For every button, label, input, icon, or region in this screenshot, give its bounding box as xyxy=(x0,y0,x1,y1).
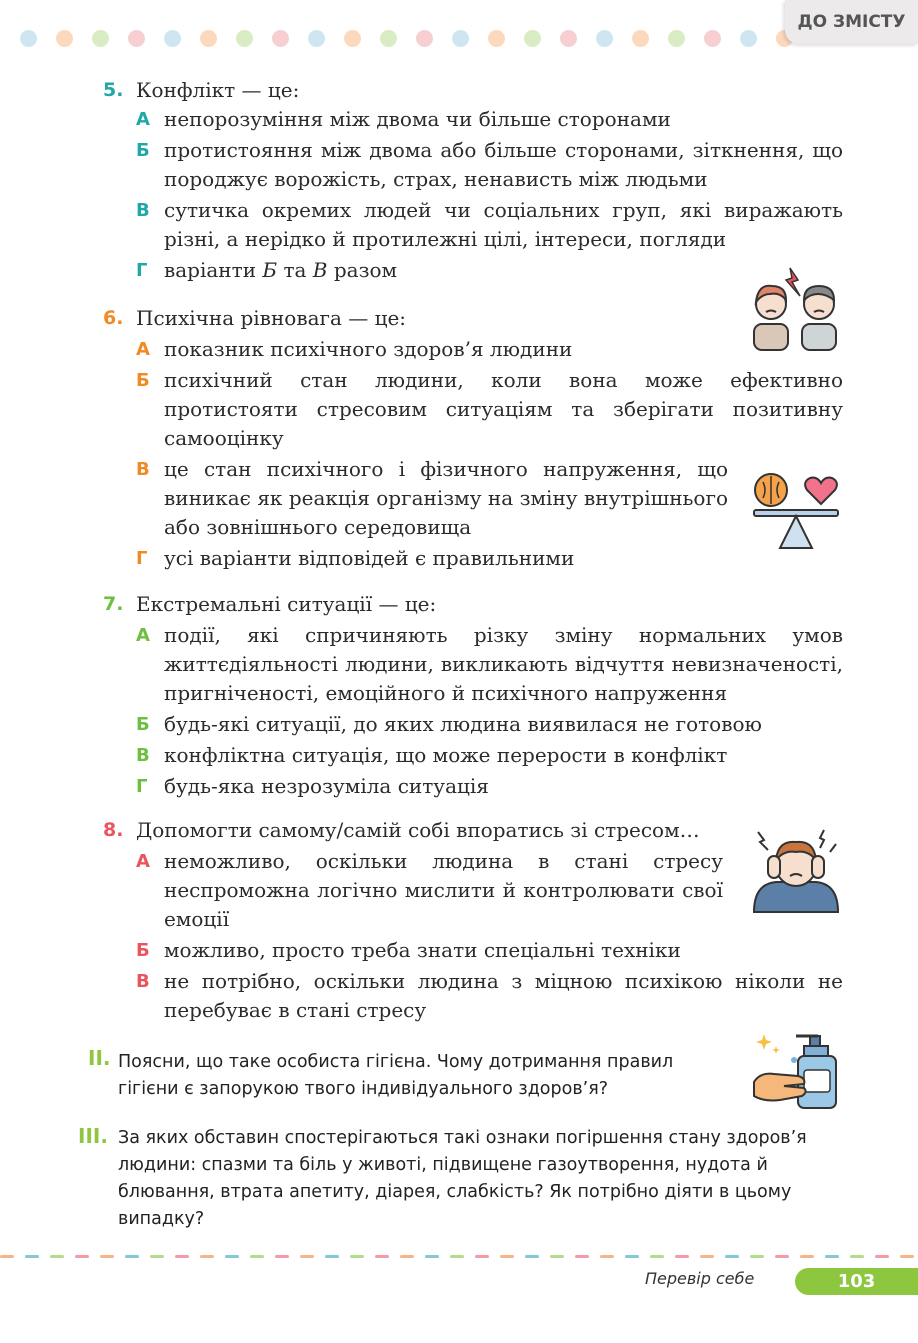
option-c xyxy=(136,455,728,542)
decorative-dot xyxy=(200,30,217,47)
decorative-dot xyxy=(704,30,721,47)
decorative-dot xyxy=(236,30,253,47)
question-8 xyxy=(103,816,843,1025)
option-letter: А xyxy=(136,339,150,360)
option-text: будь-яка незрозуміла ситуація xyxy=(164,774,489,798)
option-text-mid: та xyxy=(277,258,313,282)
toc-button[interactable]: ДО ЗМІСТУ xyxy=(785,0,918,44)
task-3-text: За яких обставин спостерігаються такі ознаки погіршення стану здоров’я людини: спазми та біль у животі, підвищене газоутворення, нудота й блювання, втрата апетиту, діарея, слабкість? Як потрібно діяти в цьому випадку? xyxy=(118,1128,807,1229)
decorative-dot xyxy=(632,30,649,47)
decorative-dash xyxy=(125,1255,139,1258)
decorative-dot xyxy=(92,30,109,47)
option-letter: А xyxy=(136,625,150,646)
page-number: 103 xyxy=(795,1268,918,1295)
decorative-dash xyxy=(550,1255,564,1258)
decorative-dash xyxy=(100,1255,114,1258)
decorative-dot xyxy=(560,30,577,47)
option-b xyxy=(136,936,843,965)
option-a xyxy=(136,621,843,708)
option-text: події, які спричиняють різку зміну нормальних умов життєдіяльності людини, викликають відчуття невизначеності, пригніченості, емоційного й психічного напруження xyxy=(164,623,843,705)
decorative-dash xyxy=(500,1255,514,1258)
option-letter: А xyxy=(136,109,150,130)
stressed-person-icon xyxy=(750,826,842,916)
option-a xyxy=(136,847,723,934)
option-a xyxy=(136,335,843,364)
decorative-dash xyxy=(50,1255,64,1258)
decorative-dash xyxy=(75,1255,89,1258)
question-6 xyxy=(103,304,843,573)
decorative-dot xyxy=(164,30,181,47)
decorative-dot xyxy=(56,30,73,47)
option-d xyxy=(136,256,843,285)
option-text-pre: варіанти xyxy=(164,258,263,282)
decorative-dot xyxy=(128,30,145,47)
option-letter: Б xyxy=(136,940,150,961)
option-text: будь-які ситуації, до яких людина виявилася не готовою xyxy=(164,712,762,736)
task-numeral: III. xyxy=(78,1124,108,1148)
conflict-people-icon xyxy=(750,266,840,352)
option-d xyxy=(136,772,843,801)
decorative-dash xyxy=(850,1255,864,1258)
option-c xyxy=(136,741,843,770)
decorative-dot xyxy=(308,30,325,47)
option-em-2: В xyxy=(312,258,328,282)
decorative-dot xyxy=(668,30,685,47)
option-letter: В xyxy=(136,459,150,480)
decorative-dot xyxy=(344,30,361,47)
decorative-dash xyxy=(450,1255,464,1258)
decorative-dash xyxy=(900,1255,914,1258)
question-text: Конфлікт — це: xyxy=(136,78,300,102)
decorative-dash xyxy=(400,1255,414,1258)
decorative-dash xyxy=(175,1255,189,1258)
decorative-dash xyxy=(525,1255,539,1258)
decorative-dash xyxy=(375,1255,389,1258)
option-c xyxy=(136,967,843,1025)
option-text: непорозуміння між двома чи більше сторонами xyxy=(164,107,671,131)
option-text: протистояння між двома або більше сторонами, зіткнення, що породжує ворожість, страх, ненависть між людьми xyxy=(164,138,843,191)
decorative-dash xyxy=(225,1255,239,1258)
option-text: сутичка окремих людей чи соціальних груп, які виражають різні, а нерідко й протилежні цілі, інтереси, погляди xyxy=(164,198,843,251)
option-c xyxy=(136,196,843,254)
question-number: 6. xyxy=(103,307,124,329)
option-text: можливо, просто треба знати спеціальні техніки xyxy=(164,938,681,962)
option-letter: В xyxy=(136,200,150,221)
option-b xyxy=(136,366,843,453)
decorative-dot xyxy=(596,30,613,47)
option-letter: Г xyxy=(136,776,148,797)
decorative-dash xyxy=(725,1255,739,1258)
decorative-dash xyxy=(600,1255,614,1258)
option-letter: Г xyxy=(136,548,148,569)
decorative-dash xyxy=(875,1255,889,1258)
option-text: неможливо, оскільки людина в стані стресу неспроможна логічно мислити й контролювати свої емоції xyxy=(164,849,723,931)
hand-sanitizer-icon xyxy=(752,1030,842,1112)
decorative-dash xyxy=(700,1255,714,1258)
option-text: це стан психічного і фізичного напруження, що виникає як реакція організму на зміну внутрішнього або зовнішнього середовища xyxy=(164,457,728,539)
decorative-dash xyxy=(800,1255,814,1258)
question-text: Допомогти самому/самій собі впоратись зі стресом… xyxy=(136,818,700,842)
option-a xyxy=(136,105,843,134)
task-2-text: Поясни, що таке особиста гігієна. Чому дотримання правил гігієни є запорукою твого індивідуального здоров’я? xyxy=(118,1052,674,1099)
question-7 xyxy=(103,590,843,801)
option-text: не потрібно, оскільки людина з міцною психікою ніколи не перебуває в стані стресу xyxy=(164,969,843,1022)
decorative-dash xyxy=(200,1255,214,1258)
option-letter: А xyxy=(136,851,150,872)
decorative-dot xyxy=(488,30,505,47)
option-letter: В xyxy=(136,971,150,992)
option-text: конфліктна ситуація, що може перерости в конфлікт xyxy=(164,743,728,767)
decorative-dash xyxy=(150,1255,164,1258)
decorative-dot xyxy=(740,30,757,47)
option-letter: Б xyxy=(136,714,150,735)
decorative-dot xyxy=(524,30,541,47)
decorative-dash xyxy=(275,1255,289,1258)
decorative-dash xyxy=(625,1255,639,1258)
option-d xyxy=(136,544,843,573)
option-text: усі варіанти відповідей є правильними xyxy=(164,546,575,570)
decorative-dash xyxy=(825,1255,839,1258)
decorative-dash xyxy=(0,1255,14,1258)
section-label: Перевір себе xyxy=(645,1269,755,1288)
option-em-1: Б xyxy=(262,258,278,282)
question-number: 5. xyxy=(103,79,124,101)
decorative-dot xyxy=(416,30,433,47)
option-text: психічний стан людини, коли вона може ефективно протистояти стресовим ситуаціям та зберігати позитивну самооцінку xyxy=(164,368,843,450)
task-numeral: II. xyxy=(88,1046,111,1070)
balance-brain-heart-icon xyxy=(750,470,842,552)
option-letter: Б xyxy=(136,370,150,391)
decorative-dash xyxy=(675,1255,689,1258)
option-b xyxy=(136,136,843,194)
decorative-dash xyxy=(300,1255,314,1258)
decorative-dash xyxy=(250,1255,264,1258)
decorative-dash xyxy=(350,1255,364,1258)
decorative-dash xyxy=(775,1255,789,1258)
option-text-post: разом xyxy=(327,258,398,282)
option-text: показник психічного здоров’я людини xyxy=(164,337,573,361)
decorative-dot xyxy=(452,30,469,47)
question-number: 8. xyxy=(103,819,124,841)
decorative-dash xyxy=(750,1255,764,1258)
decorative-dot xyxy=(272,30,289,47)
question-text: Психічна рівновага — це: xyxy=(136,306,407,330)
question-text: Екстремальні ситуації — це: xyxy=(136,592,437,616)
decorative-dash xyxy=(425,1255,439,1258)
option-letter: Г xyxy=(136,260,148,281)
decorative-dash xyxy=(650,1255,664,1258)
decorative-dash xyxy=(575,1255,589,1258)
question-5 xyxy=(103,76,843,285)
decorative-dash xyxy=(325,1255,339,1258)
option-letter: Б xyxy=(136,140,150,161)
option-letter: В xyxy=(136,745,150,766)
footer-dashes-decoration xyxy=(0,1255,918,1259)
decorative-dot xyxy=(380,30,397,47)
question-number: 7. xyxy=(103,593,124,615)
decorative-dash xyxy=(25,1255,39,1258)
decorative-dash xyxy=(475,1255,489,1258)
option-b xyxy=(136,710,843,739)
decorative-dot xyxy=(20,30,37,47)
